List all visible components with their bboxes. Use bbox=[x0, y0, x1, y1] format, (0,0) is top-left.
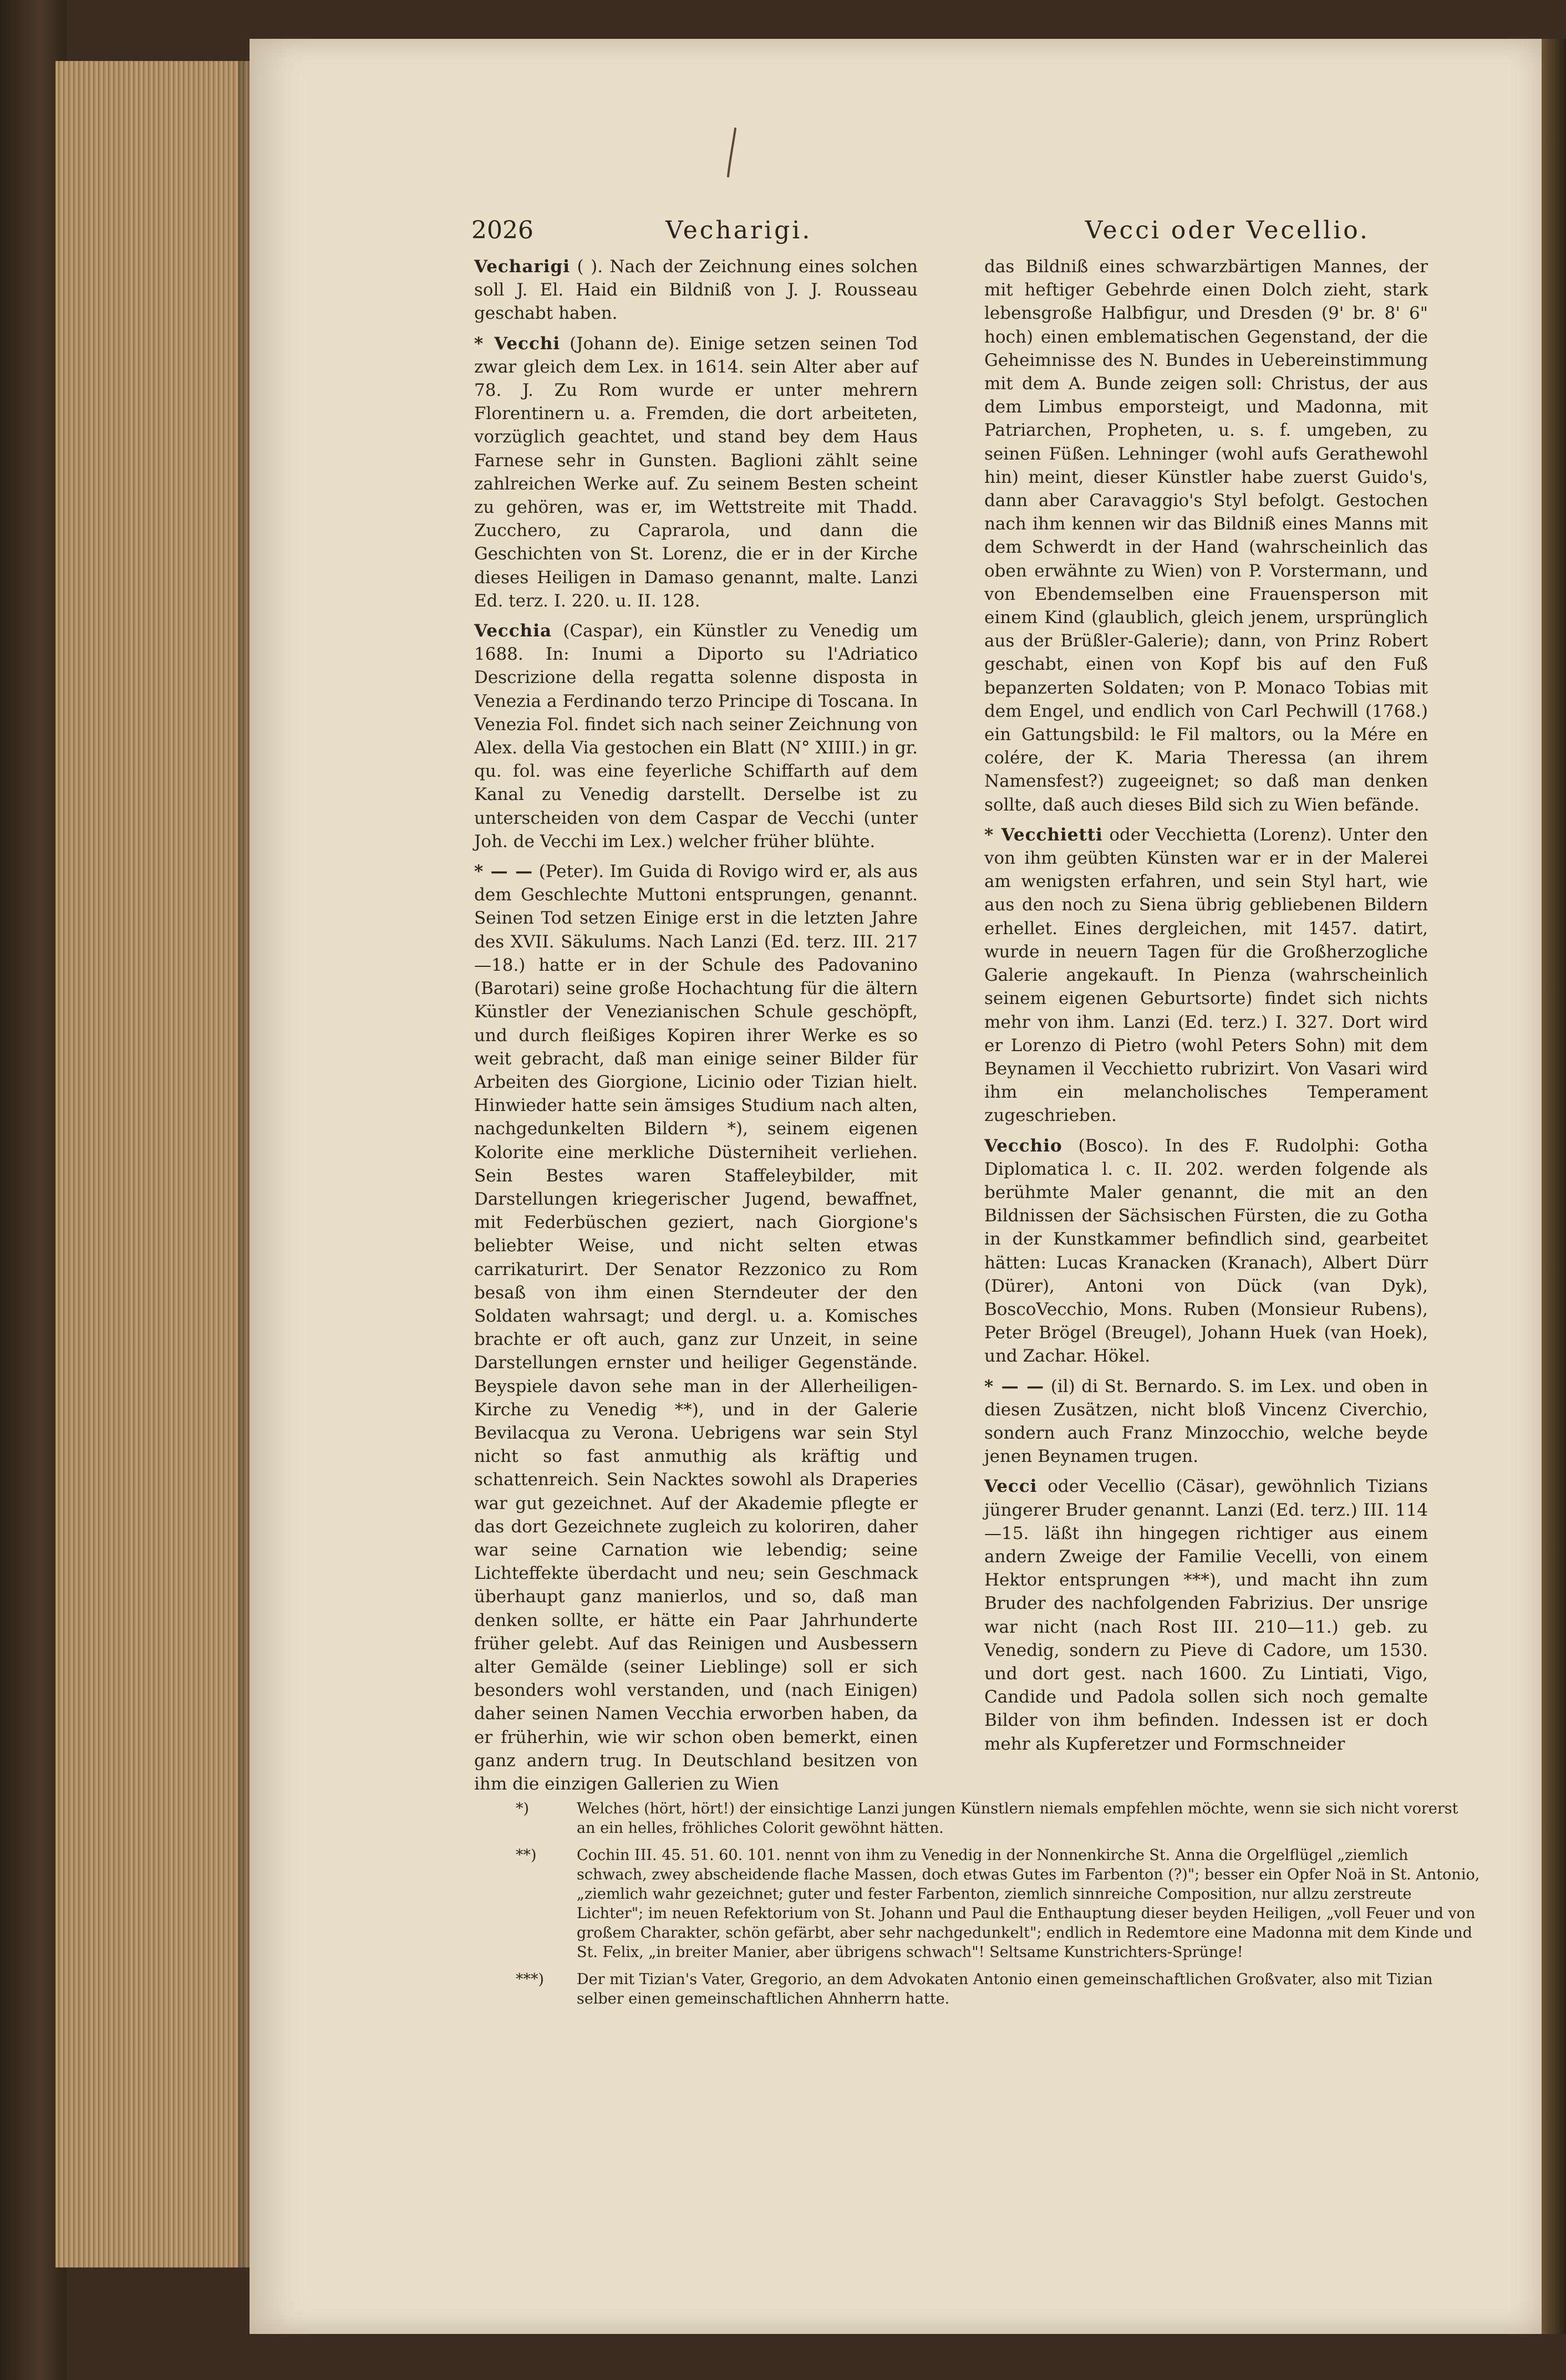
header-right-title: Vecci oder Vecellio. bbox=[1085, 216, 1370, 244]
page-stack-edge bbox=[55, 61, 250, 2267]
entry-text: (il) di St. Bernardo. S. im Lex. und oben in diesen Zusätzen, nicht bloß Vincenz Civerchio, sondern auch Franz Minzocchio, welche beyde jenen Beynamen trugen. bbox=[984, 1376, 1428, 1467]
footnote bbox=[516, 1799, 1481, 1838]
entry-headword: Vecharigi bbox=[474, 257, 570, 277]
entry bbox=[474, 255, 918, 325]
facing-page-edge bbox=[1542, 39, 1566, 2334]
running-header bbox=[471, 211, 1370, 249]
right-column bbox=[984, 255, 1428, 1762]
entry bbox=[984, 823, 1428, 1128]
entry-headword: Vecci bbox=[984, 1476, 1038, 1497]
header-left-title: Vecharigi. bbox=[665, 216, 812, 244]
entry-text: (Johann de). Einige setzen seinen Tod zwar gleich dem Lex. in 1614. sein Alter aber auf 78. J. Zu Rom wurde er unter mehrern Florentinern u. a. Fremden, die dort arbeiteten, vorzüglich geachtet, und stand bey dem Haus Farnese sehr in Gunsten. Baglioni zählt seine zahlreichen Werke auf. Zu seinem Besten scheint zu gehören, was er, im Wettstreite mit Thadd. Zucchero, zu Caprarola, und dann die Geschichten von St. Lorenz, die er in der Kirche dieses Heiligen in Damaso genannt, malte. Lanzi Ed. terz. I. 220. u. II. 128. bbox=[474, 333, 918, 611]
entry-text: (Bosco). In des F. Rudolphi: Gotha Diplomatica l. c. II. 202. werden folgende als berühmte Maler genannt, die mit an den Bildnissen der Sächsischen Fürsten, die zu Gotha in der Kunstkammer befindlich sind, gearbeitet hätten: Lucas Kranacken (Kranach), Albert Dürr (Dürer), Antoni von Dück (van Dyk), BoscoVecchio, Mons. Ruben (Monsieur Rubens), Peter Brögel (Breugel), Johann Huek (van Hoek), und Zachar. Hökel. bbox=[984, 1135, 1428, 1367]
entry bbox=[474, 332, 918, 613]
entry-headword: Vecchio bbox=[984, 1135, 1062, 1156]
footnotes bbox=[516, 1799, 1481, 2016]
entry-text: ( ). Nach der Zeichnung eines solchen soll J. El. Haid ein Bildniß von J. J. Rousseau geschabt haben. bbox=[474, 257, 918, 324]
footnote-text: Cochin III. 45. 51. 60. 101. nennt von ihm zu Venedig in der Nonnenkirche St. Anna die Orgelflügel „ziemlich schwach, zwey abscheidende flache Massen, doch etwas Gutes im Farbenton (?)"; besser ein Opfer Noä in St. Antonio, „ziemlich wahr gezeichnet; guter und fester Farbenton, ziemlich sinnreiche Composition, nur allzu zerstreute Lichter"; im neuen Refektorium von St. Johann und Paul die Enthauptung dieser beyden Heiligen, „voll Feuer und von großem Charakter, schön gefärbt, aber sehr nachgedunkelt"; endlich in Redemtore eine Madonna mit dem Kinde und St. Felix, „in breiter Manier, aber übrigens schwach"! Seltsame Kunstrichters-Sprünge! bbox=[577, 1847, 1480, 1961]
footnote-marker: *) bbox=[516, 1800, 530, 1817]
footnote-text: Der mit Tizian's Vater, Gregorio, an dem Advokaten Antonio einen gemeinschaftlichen Großvater, also mit Tizian selber einen gemeinschaftlichen Ahnherrn hatte. bbox=[577, 1971, 1433, 2007]
entry-headword: Vecchia bbox=[474, 621, 552, 641]
entry bbox=[984, 1134, 1428, 1368]
footnote-marker: ***) bbox=[516, 1971, 545, 1988]
entry-headword: * — — bbox=[984, 1376, 1045, 1397]
entry-text: oder Vecchietta (Lorenz). Unter den von ihm geübten Künsten war er in der Malerei am wenigsten erfahren, und sein Styl hart, wie aus den noch zu Siena übrig gebliebenen Bildern erhellet. Eines dergleichen, mit 1457. datirt, wurde in neuern Tagen für die Großherzogliche Galerie angekauft. In Pienza (wahrscheinlich seinem eigenen Geburtsorte) findet sich nichts mehr von ihm. Lanzi (Ed. terz.) I. 327. Dort wird er Lorenzo di Pietro (wohl Peters Sohn) mit dem Beynamen il Vecchietto rubrizirt. Von Vasari wird ihm ein melancholisches Temperament zugeschrieben. bbox=[984, 824, 1428, 1126]
footnote bbox=[516, 1846, 1481, 1962]
footnote-marker: **) bbox=[516, 1847, 537, 1864]
entry bbox=[984, 1375, 1428, 1469]
footnote bbox=[516, 1970, 1481, 2009]
entry-headword: * — — bbox=[474, 862, 533, 882]
entry bbox=[474, 860, 918, 1796]
entry-text: (Peter). Im Guida di Rovigo wird er, als aus dem Geschlechte Muttoni entsprungen, genannt. Seinen Tod setzen Einige erst in die letzten Jahre des XVII. Säkulums. Nach Lanzi (Ed. terz. III. 217—18.) hatte er in der Schule des Padovanino (Barotari) seine große Hochachtung für die ältern Künstler der Venezianischen Schule geschöpft, und durch fleißiges Kopiren ihrer Werke es so weit gebracht, daß man einige seiner Bilder für Arbeiten des Giorgione, Licinio oder Tizian hielt. Hinwieder hatte sein ämsiges Studium nach alten, nachgedunkelten Bildern *), seinem eigenen Kolorite eine merkliche Düsterniheit verliehen. Sein Bestes waren Staffeleybilder, mit Darstellungen kriegerischer Jugend, bewaffnet, mit Federbüschen geziert, nach Giorgione's beliebter Weise, und nicht selten etwas carrikaturirt. Der Senator Rezzonico zu Rom besaß von ihm einen Sterndeuter der den Soldaten wahrsagt; und dergl. u. a. Komisches brachte er oft auch, ganz zur Unzeit, in seine Darstellungen ernster und heiliger Gegenstände. Beyspiele davon sehe man in der Allerheiligen-Kirche zu Venedig **), und in der Galerie Bevilacqua zu Verona. Uebrigens war sein Styl nicht so fast anmuthig als kräftig und schattenreich. Sein Nacktes sowohl als Draperies war gut gezeichnet. Auf der Akademie pflegte er das dort Gezeichnete zugleich zu koloriren, daher war seine Carnation wie lebendig; seine Lichteffekte überdacht und neu; sein Geschmack überhaupt ganz manierlos, und so, daß man denken sollte, er hätte ein Paar Jahrhunderte früher gelebt. Auf das Reinigen und Ausbessern alter Gemälde (seiner Lieblinge) soll er sich besonders wohl verstanden, und (nach Einigen) daher seinen Namen Vecchia erworben haben, da er früherhin, wie wir schon oben bemerkt, einen ganz andern trug. In Deutschland besitzen von ihm die einzigen Gallerien zu Wien bbox=[474, 862, 918, 1794]
entry-text: (Caspar), ein Künstler zu Venedig um 1688. In: Inumi a Diporto su l'Adriatico Descrizione della regatta solenne disposta in Venezia a Ferdinando terzo Principe di Toscana. In Venezia Fol. findet sich nach seiner Zeichnung von Alex. della Via gestochen ein Blatt (N° XIIII.) in gr. qu. fol. was eine feyerliche Schiffarth auf dem Kanal zu Venedig darstellt. Derselbe ist zu unterscheiden von dem Caspar de Vecchi (unter Joh. de Vecchi im Lex.) welcher früher blühte. bbox=[474, 621, 918, 852]
left-column bbox=[474, 255, 918, 1802]
entry-continuation bbox=[984, 255, 1428, 817]
entry-headword: * Vecchi bbox=[474, 333, 561, 354]
entry-headword: * Vecchietti bbox=[984, 824, 1103, 845]
page-number: 2026 bbox=[471, 216, 533, 244]
entry bbox=[474, 619, 918, 853]
entry bbox=[984, 1475, 1428, 1755]
entry-text: oder Vecellio (Cäsar), gewöhnlich Tizians jüngerer Bruder genannt. Lanzi (Ed. terz.) III. 114—15. läßt ihn hingegen richtiger aus einem andern Zweige der Familie Vecelli, von einem Hektor entsprungen ***), und macht ihn zum Bruder des nachfolgenden Fabrizius. Der unsrige war nicht (nach Rost III. 210—11.) geb. zu Venedig, sondern zu Pieve di Cadore, um 1530. und dort gest. nach 1600. Zu Lintiati, Vigo, Candide und Padola sollen sich noch gemalte Bilder von ihm befinden. Indessen ist er doch mehr als Kupferetzer und Formschneider bbox=[984, 1476, 1428, 1754]
ink-mark-icon bbox=[726, 128, 738, 177]
entry-text: das Bildniß eines schwarzbärtigen Mannes, der mit heftiger Gebehrde einen Dolch zieht, stark lebensgroße Halbfigur, und Dresden (9' br. 8' 6" hoch) einen emblematischen Gegenstand, der die Geheimnisse des N. Bundes in Uebereinstimmung mit dem A. Bunde zeigen soll: Christus, der aus dem Limbus emporsteigt, und Madonna, mit Patriarchen, Propheten, u. s. f. umgeben, zu seinen Füßen. Lehninger (wohl aufs Gerathewohl hin) meint, dieser Künstler habe zuerst Guido's, dann aber Caravaggio's Styl befolgt. Gestochen nach ihm kennen wir das Bildniß eines Manns mit dem Schwerdt in der Hand (wahrscheinlich das oben erwähnte zu Wien) von P. Vorstermann, und von Ebendemselben eine Frauensperson mit einem Kind (glaublich, gleich jenem, ursprünglich aus der Brüßler-Galerie); dann, von Prinz Robert geschabt, einen von Kopf bis auf den Fuß bepanzerten Soldaten; von P. Monaco Tobias mit dem Engel, und endlich von Carl Pechwill (1768.) ein Gattungsbild: le Fil maltors, ou la Mére en colére, der K. Maria Theressa (an ihrem Namensfest?) zugeeignet; so daß man denken sollte, daß auch dieses Bild sich zu Wien befände. bbox=[984, 257, 1428, 815]
footnote-text: Welches (hört, hört!) der einsichtige Lanzi jungen Künstlern niemals empfehlen möchte, wenn sie sich nicht vorerst an ein helles, fröhliches Colorit gewöhnt hätten. bbox=[577, 1800, 1458, 1837]
